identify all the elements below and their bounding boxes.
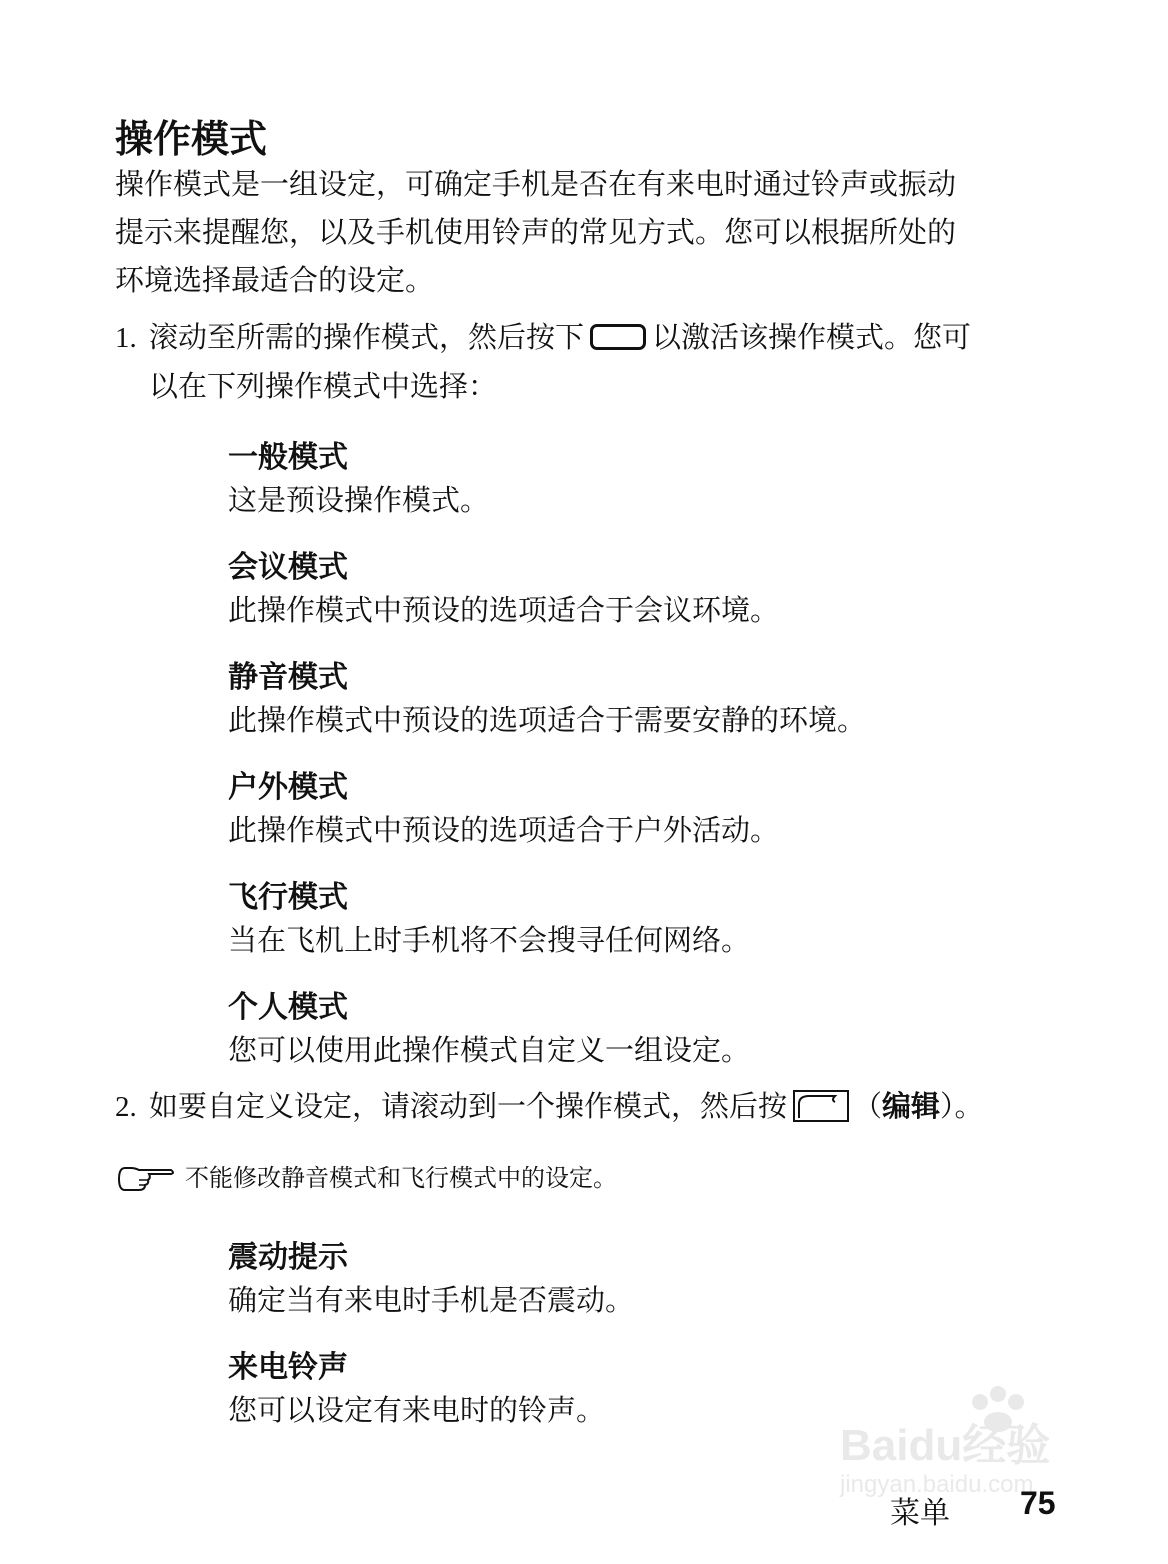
mode-description: 这是预设操作模式。 xyxy=(228,483,490,517)
mode-description: 此操作模式中预设的选项适合于户外活动。 xyxy=(228,813,780,847)
setting-title: 震动提示 xyxy=(228,1240,348,1275)
intro-line: 提示来提醒您，以及手机使用铃声的常见方式。您可以根据所处的 xyxy=(115,215,957,249)
setting-description: 确定当有来电时手机是否震动。 xyxy=(228,1283,635,1317)
mode-title: 一般模式 xyxy=(228,440,348,475)
mode-title: 静音模式 xyxy=(228,660,348,695)
mode-title: 户外模式 xyxy=(228,770,348,805)
left-softkey-icon xyxy=(793,1090,849,1122)
section-title: 操作模式 xyxy=(115,117,268,161)
step-text: 以激活该操作模式。您可 xyxy=(652,320,972,354)
step-text: 如要自定义设定，请滚动到一个操作模式，然后按 xyxy=(149,1089,788,1123)
step-text: 滚动至所需的操作模式，然后按下 xyxy=(149,320,585,354)
mode-title: 飞行模式 xyxy=(228,880,348,915)
watermark-text: Baidu经验 xyxy=(840,1421,1051,1470)
step-1 xyxy=(115,313,971,410)
intro-line: 操作模式是一组设定，可确定手机是否在有来电时通过铃声或振动 xyxy=(115,167,957,201)
edit-label: 编辑 xyxy=(882,1089,941,1123)
setting-title: 来电铃声 xyxy=(228,1350,348,1385)
paren-close: ）。 xyxy=(940,1089,984,1123)
note xyxy=(115,1158,617,1196)
step-text-continued: 以在下列操作模式中选择： xyxy=(149,369,498,403)
pointing-hand-icon xyxy=(115,1162,179,1196)
step-2 xyxy=(115,1082,984,1131)
mode-title: 个人模式 xyxy=(228,990,348,1025)
mode-description: 您可以使用此操作模式自定义一组设定。 xyxy=(228,1033,751,1067)
mode-description: 当在飞机上时手机将不会搜寻任何网络。 xyxy=(228,923,751,957)
mode-title: 会议模式 xyxy=(228,550,348,585)
mode-description: 此操作模式中预设的选项适合于需要安静的环境。 xyxy=(228,703,867,737)
paren-open: （ xyxy=(853,1089,883,1123)
intro-paragraph xyxy=(115,160,956,304)
setting-description: 您可以设定有来电时的铃声。 xyxy=(228,1393,606,1427)
step-number: 2. xyxy=(115,1091,137,1123)
watermark-url: jingyan.baidu.com xyxy=(840,1471,1034,1498)
intro-line: 环境选择最适合的设定。 xyxy=(115,263,435,297)
note-text: 不能修改静音模式和飞行模式中的设定。 xyxy=(185,1164,617,1192)
footer-section-label: 菜单 xyxy=(890,1496,950,1531)
page-number: 75 xyxy=(1020,1485,1056,1521)
baidu-watermark xyxy=(830,1380,1110,1500)
step-number: 1. xyxy=(115,322,137,354)
select-key-icon xyxy=(590,324,646,350)
mode-description: 此操作模式中预设的选项适合于会议环境。 xyxy=(228,593,780,627)
